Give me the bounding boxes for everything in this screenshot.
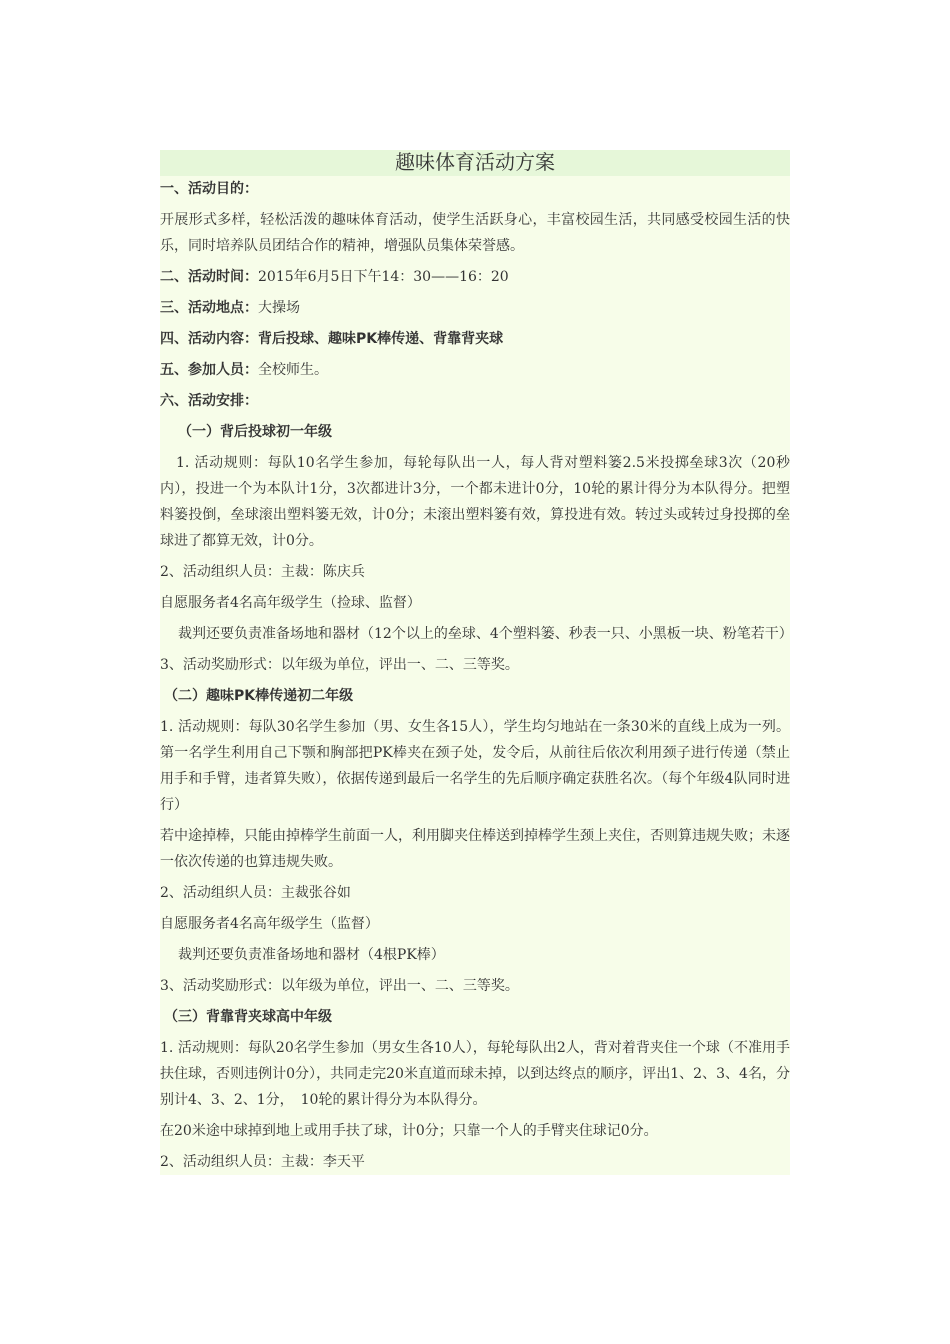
activity-c-rules: 1. 活动规则：每队20名学生参加（男女生各10人），每轮每队出2人，背对着背夹住一个球（不准用手扶住球，否则违例计0分），共同走完20米直道而球未掉，以到达终点的顺序，评出1、2、3、4名，分别计4、3、2、1分， 10轮的累计得分为本队得分。 [160,1040,790,1108]
document-body [160,150,793,1175]
activity-a-rules: 1. 活动规则：每队10名学生参加，每轮每队出一人，每人背对塑料篓2.5米投掷垒球3次（20秒内），投进一个为本队计1分，3次都进计3分，一个都未进计0分，10轮的累计得分为本队得分。把塑料篓投倒，垒球滚出塑料篓无效，计0分；未滚出塑料篓有效，算投进有效。转过头或转过身投掷的垒球进了都算无效，计0分。 [160,455,790,549]
page-title: 趣味体育活动方案 [160,150,790,176]
section-location [160,295,790,321]
activity-b-heading: （二）趣味PK棒传递初二年级 [164,688,354,704]
section-arrangement-heading: 六、活动安排： [160,393,258,409]
activity-b-referee: 裁判还要负责准备场地和器材（4根PK棒） [178,947,445,963]
section-participants-value: 全校师生。 [258,362,328,378]
activity-c-organizer: 2、活动组织人员：主裁：李天平 [160,1154,365,1170]
activity-b-volunteers: 自愿服务者4名高年级学生（监督） [160,916,379,932]
activity-c-note: 在20米途中球掉到地上或用手扶了球，计0分；只靠一个人的手臂夹住球记0分。 [160,1123,658,1139]
section-time-value: 2015年6月5日下午14：30——16：20 [258,269,509,285]
activity-a-organizer: 2、活动组织人员：主裁：陈庆兵 [160,564,365,580]
section-participants-heading: 五、参加人员： [160,362,258,378]
activity-b-rules: 1. 活动规则：每队30名学生参加（男、女生各15人），学生均匀地站在一条30米的直线上成为一列。第一名学生利用自己下颚和胸部把PK棒夹在颈子处，发令后，从前往后依次利用颈子进行传递（禁止用手和手臂，违者算失败），依据传递到最后一名学生的先后顺序确定获胜名次。（每个年级4队同时进行） [160,719,790,813]
section-time-heading: 二、活动时间： [160,269,258,285]
section-time [160,264,790,290]
activity-c-heading: （三）背靠背夹球高中年级 [164,1009,332,1025]
activity-a-heading: （一）背后投球初一年级 [178,424,332,440]
activity-b-note: 若中途掉棒，只能由掉棒学生前面一人，利用脚夹住棒送到掉棒学生颈上夹住，否则算违规失败；未逐一依次传递的也算违规失败。 [160,828,790,870]
section-purpose-heading: 一、活动目的： [160,181,258,197]
section-purpose-body: 开展形式多样，轻松活泼的趣味体育活动，使学生活跃身心，丰富校园生活，共同感受校园生活的快乐，同时培养队员团结合作的精神，增强队员集体荣誉感。 [160,212,790,254]
section-participants [160,357,790,383]
activity-b-organizer: 2、活动组织人员：主裁张谷如 [160,885,351,901]
activity-a-referee: 裁判还要负责准备场地和器材（12个以上的垒球、4个塑料篓、秒表一只、小黑板一块、粉笔若干） [178,626,793,642]
section-content-heading: 四、活动内容：背后投球、趣味PK棒传递、背靠背夹球 [160,331,504,347]
activity-a-award: 3、活动奖励形式：以年级为单位，评出一、二、三等奖。 [160,657,519,673]
section-location-value: 大操场 [258,300,300,316]
activity-b-award: 3、活动奖励形式：以年级为单位，评出一、二、三等奖。 [160,978,519,994]
activity-a-volunteers: 自愿服务者4名高年级学生（捡球、监督） [160,595,421,611]
section-location-heading: 三、活动地点： [160,300,258,316]
